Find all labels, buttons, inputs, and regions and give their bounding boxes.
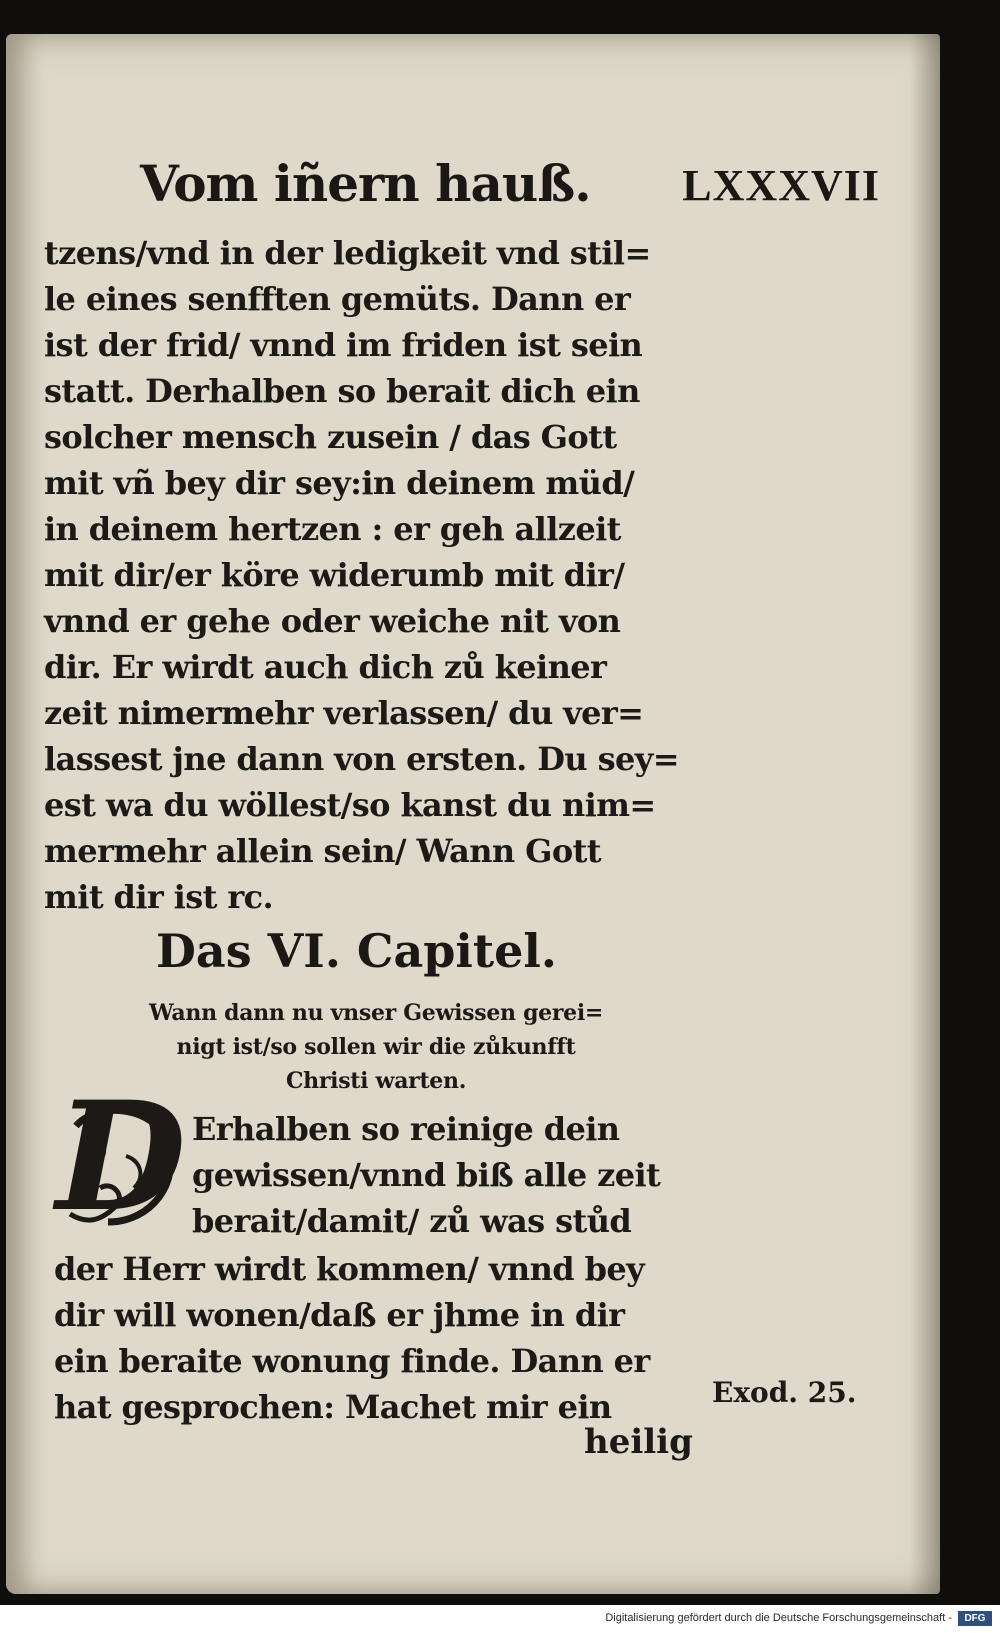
summary-line: nigt ist/so sollen wir die zůkunfft — [176, 1034, 576, 1060]
summary-line: Christi warten. — [285, 1068, 467, 1094]
text-line: mit vñ bey dir sey:in deinem müd/ — [44, 464, 635, 502]
folio-number: LXXXVII — [682, 161, 880, 210]
text-line: zeit nimermehr verlassen/ du ver= — [44, 694, 644, 732]
text-line: in deinem hertzen : er geh allzeit — [44, 510, 621, 548]
running-head — [126, 154, 880, 224]
opening-text — [192, 1106, 712, 1244]
continued-text — [54, 1246, 734, 1430]
page-edge-shadow — [910, 34, 940, 1594]
text-line: vnnd er gehe oder weiche nit von — [44, 602, 621, 640]
summary-line: Wann dann nu vnser Gewissen gerei= — [148, 1000, 604, 1026]
body-text — [44, 230, 724, 920]
text-line: dir. Er wirdt auch dich zů keiner — [44, 648, 607, 686]
dfg-logo: DFG — [958, 1611, 992, 1626]
text-line: mermehr allein sein/ Wann Gott — [44, 832, 601, 870]
text-line: le eines senfften gemüts. Dann er — [44, 280, 631, 318]
initial-letter: D — [56, 1069, 187, 1245]
decorated-initial — [56, 1069, 187, 1245]
text-line: est wa du wöllest/so kanst du nim= — [44, 786, 656, 824]
text-line: berait/damit/ zů was stůd — [192, 1202, 632, 1240]
funding-credit: Digitalisierung gefördert durch die Deutsche Forschungsgemeinschaft - — [605, 1612, 952, 1624]
margin-note: Exod. 25. — [712, 1376, 857, 1409]
text-line: mit dir/er köre widerumb mit dir/ — [44, 556, 625, 594]
footer-strip — [0, 1605, 1000, 1633]
chapter-heading: Das VI. Capitel. — [156, 924, 557, 978]
text-line: hat gesprochen: Machet mir ein — [54, 1388, 612, 1426]
text-line: ist der frid/ vnnd im friden ist sein — [44, 326, 643, 364]
text-line: tzens/vnd in der ledigkeit vnd stil= — [44, 234, 651, 272]
text-line: ein beraite wonung finde. Dann er — [54, 1342, 650, 1380]
running-title: Vom iñern hauß. — [140, 154, 591, 213]
text-line: statt. Derhalben so berait dich ein — [44, 372, 640, 410]
book-page — [6, 34, 940, 1594]
text-line: solcher mensch zusein / das Gott — [44, 418, 617, 456]
text-line: der Herr wirdt kommen/ vnnd bey — [54, 1250, 645, 1288]
text-line: dir will wonen/daß er jhme in dir — [54, 1296, 625, 1334]
catchword: heilig — [584, 1422, 693, 1462]
text-line: Erhalben so reinige dein — [192, 1110, 620, 1148]
text-line: gewissen/vnnd biß alle zeit — [192, 1156, 661, 1194]
text-line: mit dir ist rc. — [44, 878, 274, 916]
text-line: lassest jne dann von ersten. Du sey= — [44, 740, 679, 778]
